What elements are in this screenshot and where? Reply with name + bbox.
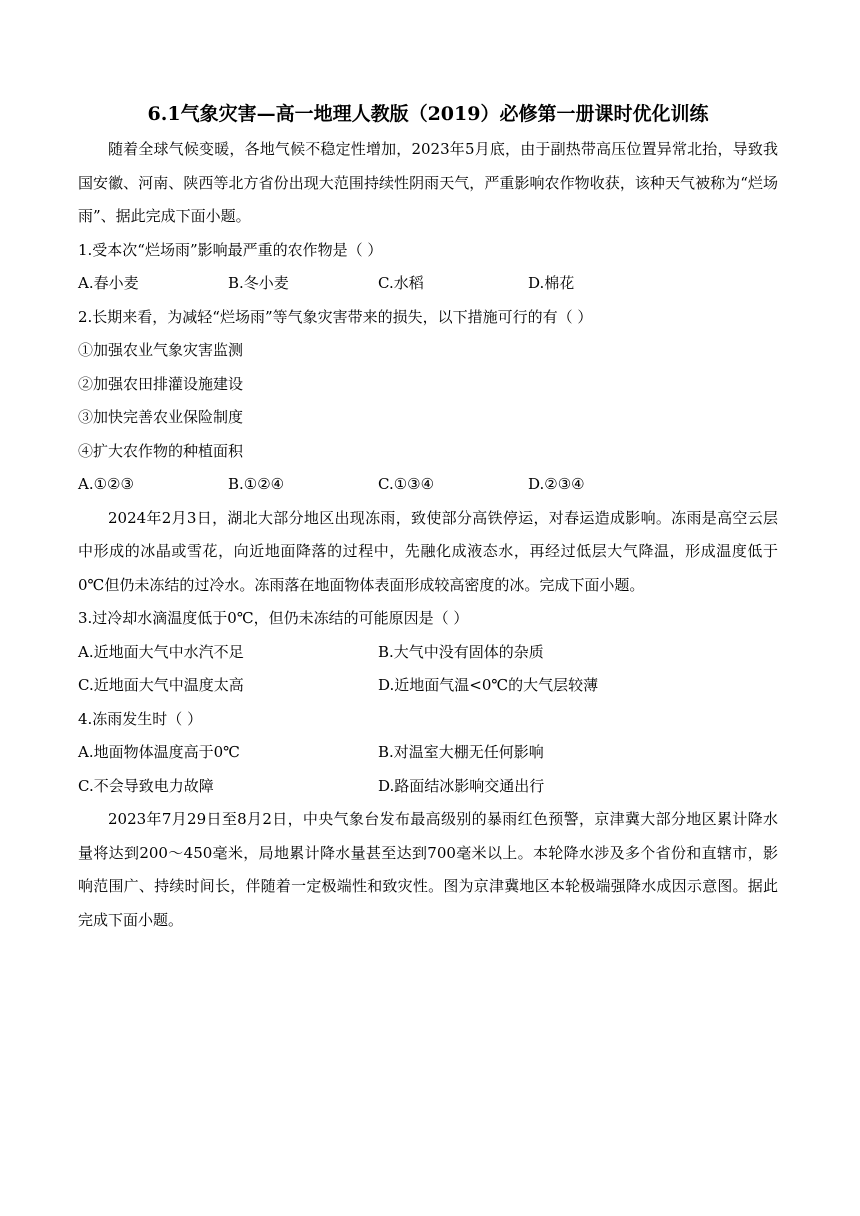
question-2-item-4: ④扩大农作物的种植面积 <box>78 441 244 460</box>
question-2-option-c: C.①③④ <box>378 475 435 493</box>
question-4-option-a: A.地面物体温度高于0℃ <box>78 743 240 761</box>
question-2-option-a: A.①②③ <box>78 475 134 493</box>
question-4-stem: 4.冻雨发生时（ ） <box>78 709 203 728</box>
question-3-options-row-1 <box>78 636 778 670</box>
question-3-option-b: B.大气中没有固体的杂质 <box>378 642 544 661</box>
question-3-option-a: A.近地面大气中水汽不足 <box>78 642 244 661</box>
document-title: 6.1气象灾害—高一地理人教版（2019）必修第一册课时优化训练 <box>147 103 709 125</box>
passage-3: 2023年7月29日至8月2日，中央气象台发布最高级别的暴雨红色预警，京津冀大部分地区累计降水量将达到200～450毫米，局地累计降水量甚至达到700毫米以上。本轮降水涉及多个省份和直辖市，影响范围广、持续时间长，伴随着一定极端性和致灾性。图为京津冀地区本轮极端强降水成因示意图。据此完成下面小题。 <box>78 810 778 929</box>
question-2-item-1: ①加强农业气象灾害监测 <box>78 341 244 359</box>
question-4-option-b: B.对温室大棚无任何影响 <box>378 743 544 761</box>
question-4-options-row-2 <box>78 770 778 804</box>
question-3-option-c: C.近地面大气中温度太高 <box>78 676 244 694</box>
question-1-option-d: D.棉花 <box>528 274 575 292</box>
question-1-option-a: A.春小麦 <box>78 274 139 292</box>
question-2-item-2: ②加强农田排灌设施建设 <box>78 374 244 393</box>
question-2-option-b: B.①②④ <box>228 475 285 493</box>
question-2-option-d: D.②③④ <box>528 475 585 493</box>
question-2-item-3: ③加快完善农业保险制度 <box>78 408 244 426</box>
question-1-stem: 1.受本次“烂场雨”影响最严重的农作物是（ ） <box>78 240 383 259</box>
question-3-stem: 3.过冷却水滴温度低于0℃，但仍未冻结的可能原因是（ ） <box>78 609 469 627</box>
question-1-options <box>78 267 778 301</box>
question-3-options-row-2 <box>78 669 778 703</box>
question-1-option-b: B.冬小麦 <box>228 274 289 292</box>
question-4-option-c: C.不会导致电力故障 <box>78 776 214 795</box>
passage-2: 2024年2月3日，湖北大部分地区出现冻雨，致使部分高铁停运，对春运造成影响。冻雨是高空云层中形成的冰晶或雪花，向近地面降落的过程中，先融化成液态水，再经过低层大气降温，形成温度低于0℃但仍未冻结的过冷水。冻雨落在地面物体表面形成较高密度的冰。完成下面小题。 <box>78 508 778 594</box>
question-2-options <box>78 468 778 502</box>
document-page <box>78 100 778 937</box>
passage-1: 随着全球气候变暖，各地气候不稳定性增加，2023年5月底，由于副热带高压位置异常北抬，导致我国安徽、河南、陕西等北方省份出现大范围持续性阴雨天气，严重影响农作物收获，该种天气被称为“烂场雨”、据此完成下面小题。 <box>78 140 778 225</box>
question-2-stem: 2.长期来看，为减轻“烂场雨”等气象灾害带来的损失，以下措施可行的有（ ） <box>78 307 593 326</box>
question-4-options-row-1 <box>78 736 778 770</box>
question-3-option-d: D.近地面气温<0℃的大气层较薄 <box>378 676 599 694</box>
question-1-option-c: C.水稻 <box>378 274 424 292</box>
question-4-option-d: D.路面结冰影响交通出行 <box>378 776 545 795</box>
